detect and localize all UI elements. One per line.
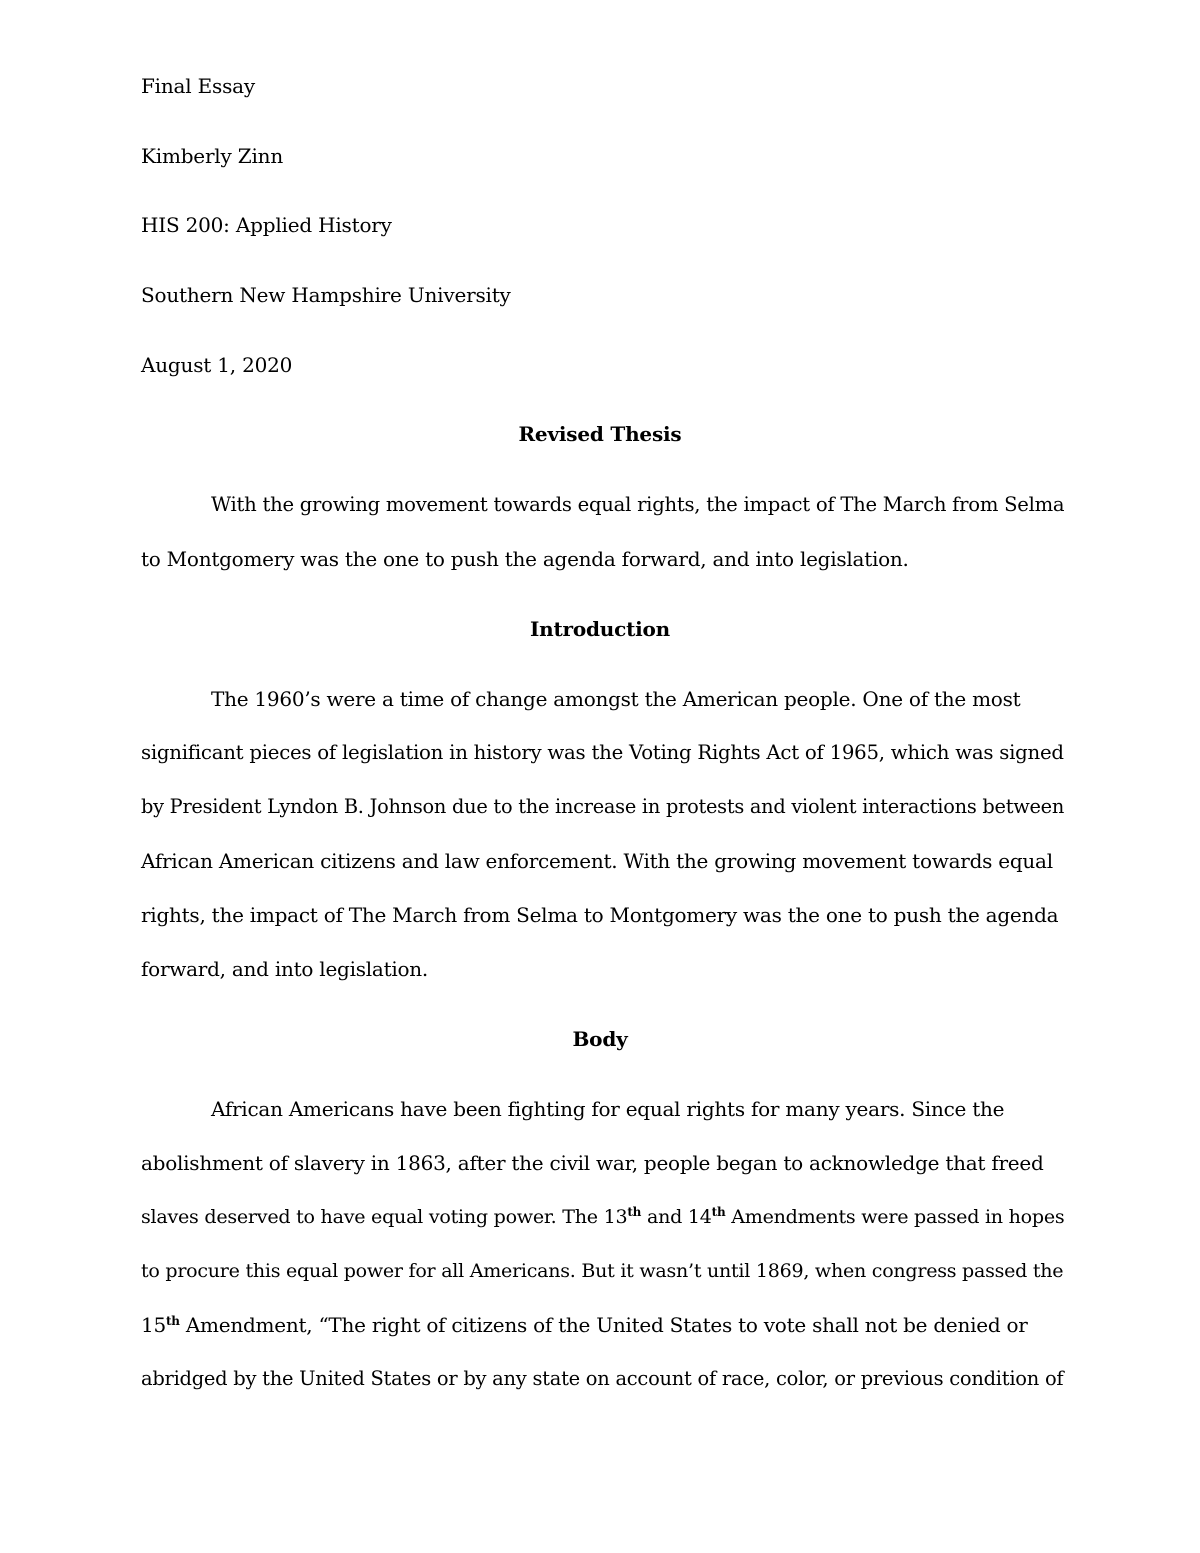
body-line xyxy=(141,1205,1064,1229)
introduction-line: rights, the impact of The March from Selma to Montgomery was the one to push the agenda xyxy=(141,903,1059,927)
school-name: Southern New Hampshire University xyxy=(141,283,511,307)
introduction-heading: Introduction xyxy=(529,617,671,641)
thesis-line: With the growing movement towards equal rights, the impact of The March from Selma xyxy=(211,493,1065,516)
thesis-line: to Montgomery was the one to push the agenda forward, and into legislation. xyxy=(141,547,909,571)
ordinal-suffix: th xyxy=(165,1314,180,1328)
body-text: and 14 xyxy=(641,1206,712,1228)
introduction-line: significant pieces of legislation in history was the Voting Rights Act of 1965, which was signed xyxy=(141,741,1064,764)
body-text: Amendments were passed in hopes xyxy=(725,1206,1065,1228)
body-line: abolishment of slavery in 1863, after the civil war, people began to acknowledge that freed xyxy=(141,1151,1044,1175)
ordinal-suffix: th xyxy=(627,1205,642,1219)
body-text: Amendment, “The right of citizens of the United States to vote shall not be denied or xyxy=(179,1313,1028,1337)
body-text: slaves deserved to have equal voting power. The 13 xyxy=(141,1206,628,1228)
introduction-line: forward, and into legislation. xyxy=(141,957,429,981)
body-line: to procure this equal power for all Americans. But it wasn’t until 1869, when congress passed the xyxy=(141,1260,1064,1282)
author-name: Kimberly Zinn xyxy=(141,144,284,168)
course-name: HIS 200: Applied History xyxy=(141,213,392,237)
introduction-line: by President Lyndon B. Johnson due to the increase in protests and violent interactions between xyxy=(141,795,1065,818)
essay-title: Final Essay xyxy=(141,74,255,98)
thesis-heading: Revised Thesis xyxy=(518,422,682,446)
introduction-line: African American citizens and law enforcement. With the growing movement towards equal xyxy=(141,849,1053,873)
body-heading: Body xyxy=(572,1027,628,1051)
body-text: 15 xyxy=(141,1313,166,1337)
body-line: abridged by the United States or by any state on account of race, color, or previous condition of xyxy=(141,1367,1064,1390)
body-line xyxy=(141,1313,1028,1337)
essay-date: August 1, 2020 xyxy=(141,353,293,377)
ordinal-suffix: th xyxy=(711,1205,726,1219)
body-line: African Americans have been fighting for equal rights for many years. Since the xyxy=(211,1097,1005,1121)
introduction-line: The 1960’s were a time of change amongst the American people. One of the most xyxy=(211,687,1021,711)
